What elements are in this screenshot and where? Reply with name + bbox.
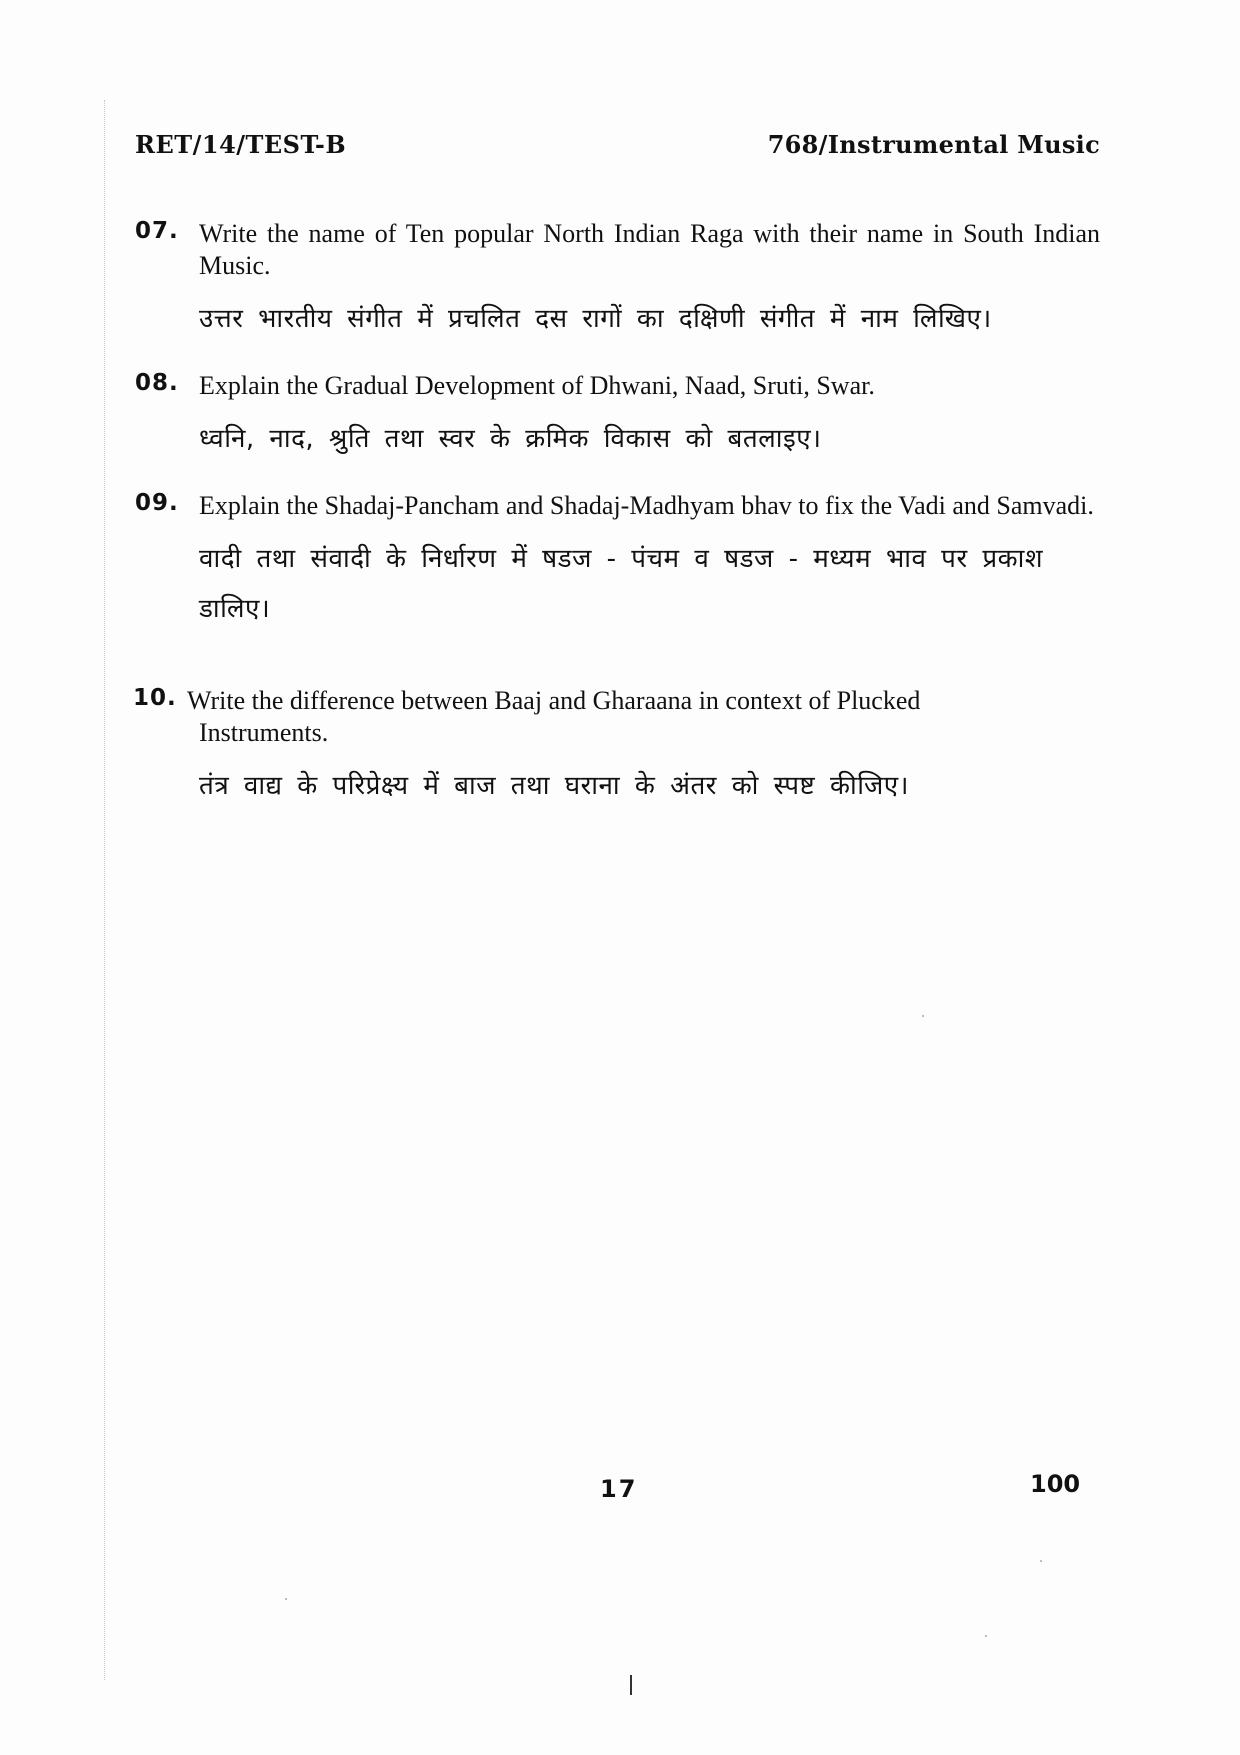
question-text-hindi: उत्तर भारतीय संगीत में प्रचलित दस रागों का दक्षिणी संगीत में नाम लिखिए।	[199, 304, 992, 334]
question-text-hindi: वादी तथा संवादी के निर्धारण में षडज - पंचम व षडज - मध्यम भाव पर प्रकाश डालिए।	[199, 544, 1044, 624]
scan-speck	[985, 1635, 987, 1637]
question-text-english	[187, 685, 1100, 749]
subject-title: 768/Instrumental Music	[767, 130, 1100, 159]
question-10	[135, 685, 1100, 811]
page-total-marker: 100	[1030, 1470, 1081, 1498]
question-text-english: Explain the Gradual Development of Dhwani, Naad, Sruti, Swar.	[199, 371, 875, 400]
scan-speck	[922, 1015, 924, 1017]
page-number: 17	[600, 1475, 638, 1503]
question-07	[135, 218, 1100, 344]
question-number: 07.	[135, 218, 179, 244]
question-number: 10.	[133, 685, 177, 711]
paper-code: RET/14/TEST-B	[135, 130, 347, 159]
question-08	[135, 370, 1100, 464]
question-text-english-line1: Write the difference between Baaj and Gharaana in context of Plucked	[187, 686, 921, 715]
scan-speck	[285, 1598, 287, 1600]
scan-mark	[630, 1675, 632, 1695]
binding-edge	[104, 100, 105, 1680]
question-09	[135, 490, 1100, 634]
question-number: 09.	[135, 490, 179, 516]
question-text-english-line2: Instruments.	[199, 718, 329, 747]
scan-speck	[1040, 1560, 1042, 1562]
question-text-english: Write the name of Ten popular North Indian Raga with their name in South Indian Music.	[199, 219, 1100, 280]
question-text-hindi: ध्वनि, नाद, श्रुति तथा स्वर के क्रमिक विकास को बतलाइए।	[199, 424, 822, 454]
question-number: 08.	[135, 370, 179, 396]
question-text-hindi: तंत्र वाद्य के परिप्रेक्ष्य में बाज तथा घराना के अंतर को स्पष्ट कीजिए।	[199, 771, 909, 801]
question-text-english: Explain the Shadaj-Pancham and Shadaj-Madhyam bhav to fix the Vadi and Samvadi.	[199, 491, 1094, 520]
